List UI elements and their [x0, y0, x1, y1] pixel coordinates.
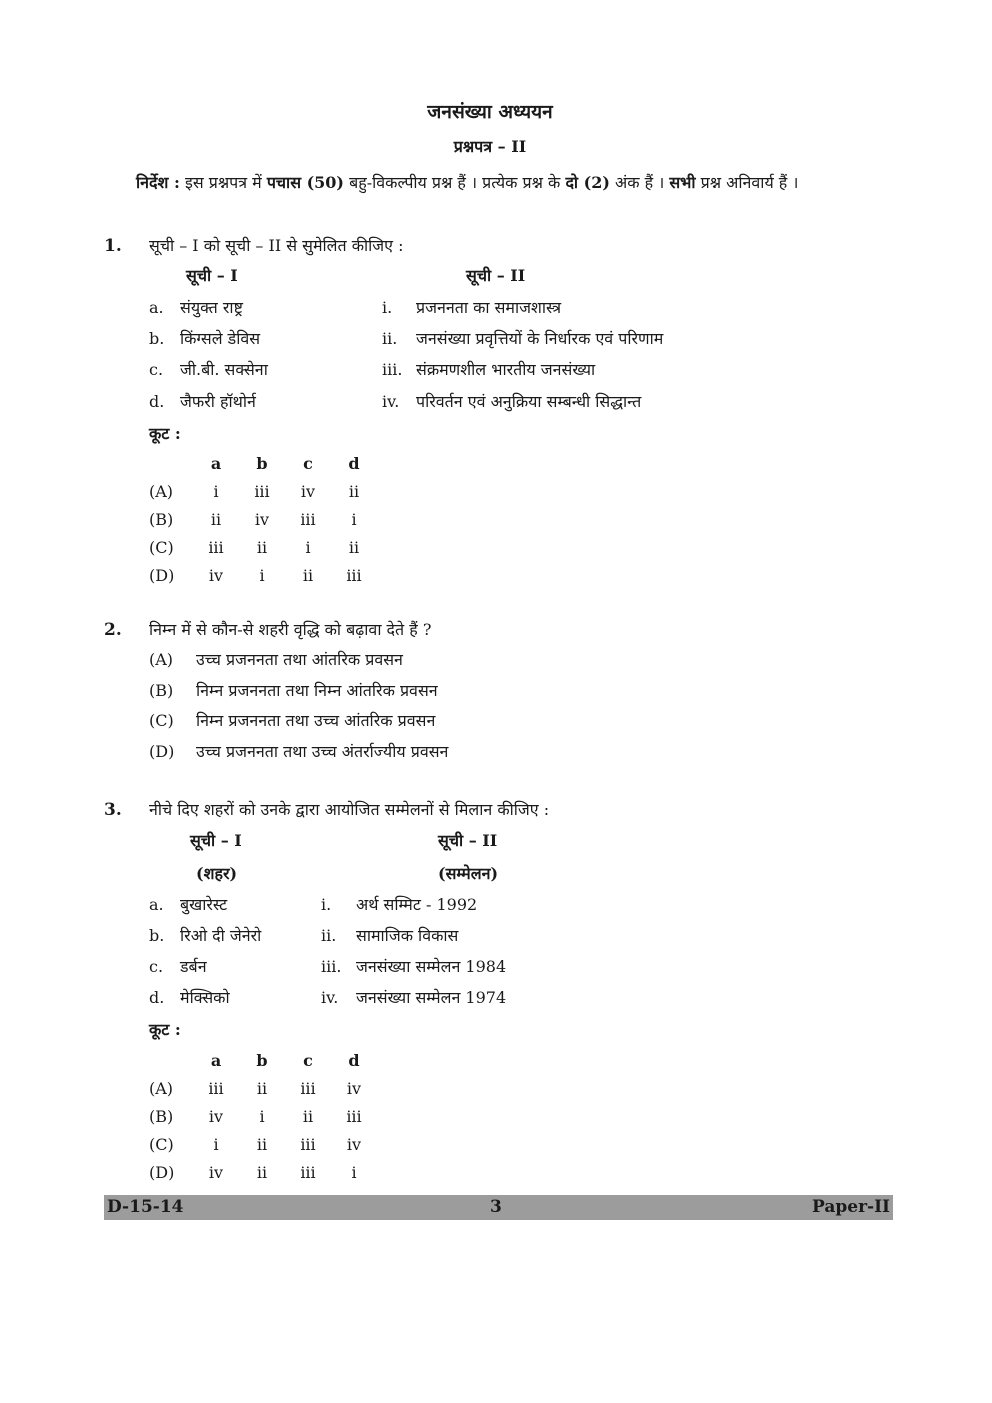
- option-label: (B): [149, 509, 174, 529]
- page-number: 3: [490, 1197, 502, 1217]
- list2-key: ii.: [321, 926, 337, 945]
- paper-subtitle: प्रश्नपत्र – II: [453, 137, 527, 156]
- list1-title: सूची – I: [190, 831, 242, 850]
- code-cell: i: [351, 509, 357, 529]
- code-col-c: c: [303, 1050, 313, 1070]
- code-cell: ii: [256, 1134, 268, 1154]
- code-cell: i: [259, 565, 265, 585]
- code-col-b: b: [256, 1050, 268, 1070]
- question-text: सूची – I को सूची – II से सुमेलित कीजिए :: [149, 236, 404, 255]
- list1-key: d.: [149, 988, 165, 1007]
- instruction-bold-all: सभी: [669, 173, 696, 192]
- code-cell: ii: [302, 565, 314, 585]
- code-cell: ii: [302, 1106, 314, 1126]
- question-number: 1.: [104, 236, 122, 256]
- code-cell: iv: [300, 481, 316, 501]
- code-cell: iv: [208, 1162, 224, 1182]
- answer-code-table: [149, 1046, 377, 1186]
- list2-item: अर्थ सम्मिट - 1992: [356, 895, 478, 914]
- option-label: (A): [149, 1078, 174, 1098]
- list2-item: परिवर्तन एवं अनुक्रिया सम्बन्धी सिद्धान्त: [416, 392, 642, 411]
- option-label: (C): [149, 1134, 174, 1154]
- code-cell: i: [213, 481, 219, 501]
- option-label: (C): [149, 711, 174, 730]
- code-option-row: [149, 477, 377, 505]
- code-cell: iii: [300, 1078, 316, 1098]
- list2-title: सूची – II: [466, 266, 526, 285]
- option-text: निम्न प्रजननता तथा उच्च आंतरिक प्रवसन: [196, 711, 436, 730]
- list2-key: i.: [382, 298, 393, 317]
- code-cell: ii: [256, 1162, 268, 1182]
- list2-key: iv.: [382, 392, 400, 411]
- list1-key: d.: [149, 392, 165, 411]
- option-label: (C): [149, 537, 174, 557]
- list1-subtitle: (शहर): [196, 864, 238, 883]
- option-label: (D): [149, 565, 175, 585]
- code-cell: iv: [208, 565, 224, 585]
- option-label: (D): [149, 1162, 175, 1182]
- list2-key: ii.: [382, 329, 398, 348]
- list2-key: i.: [321, 895, 332, 914]
- exam-code: D-15-14: [107, 1197, 184, 1217]
- option-label: (A): [149, 650, 174, 669]
- code-cell: iii: [300, 1162, 316, 1182]
- code-label: कूट :: [149, 1020, 181, 1039]
- list1-item: जी.बी. सक्सेना: [180, 360, 268, 379]
- code-cell: iii: [208, 537, 224, 557]
- list2-key: iii.: [382, 360, 403, 379]
- option-text: उच्च प्रजननता तथा उच्च अंतर्राज्यीय प्रवसन: [196, 742, 449, 761]
- question-number: 2.: [104, 620, 122, 640]
- instruction-text: बहु-विकल्पीय प्रश्न हैं । प्रत्येक प्रश्न के: [344, 173, 566, 192]
- code-header-row: [149, 449, 377, 477]
- list1-key: c.: [149, 957, 164, 976]
- code-cell: iv: [208, 1106, 224, 1126]
- list1-key: b.: [149, 329, 165, 348]
- code-option-row: [149, 1158, 377, 1186]
- code-option-row: [149, 505, 377, 533]
- option-label: (B): [149, 681, 174, 700]
- option-label: (B): [149, 1106, 174, 1126]
- instructions: [136, 175, 798, 191]
- code-col-c: c: [303, 453, 313, 473]
- option-label: (D): [149, 742, 175, 761]
- option-label: (A): [149, 481, 174, 501]
- answer-code-table: [149, 449, 377, 589]
- code-option-row: [149, 561, 377, 589]
- list2-item: जनसंख्या सम्मेलन 1984: [356, 957, 507, 976]
- list1-item: डर्बन: [180, 957, 207, 976]
- list1-title: सूची – I: [186, 266, 238, 285]
- list2-item: जनसंख्या प्रवृत्तियों के निर्धारक एवं परिणाम: [416, 329, 664, 348]
- list1-key: c.: [149, 360, 164, 379]
- code-col-d: d: [348, 453, 360, 473]
- instruction-bold-marks: दो (2): [565, 173, 610, 192]
- list1-key: b.: [149, 926, 165, 945]
- list2-title: सूची – II: [438, 831, 498, 850]
- question-text: निम्न में से कौन-से शहरी वृद्धि को बढ़ावा देते हैं ?: [149, 620, 432, 639]
- code-header-row: [149, 1046, 377, 1074]
- code-cell: ii: [348, 481, 360, 501]
- code-cell: ii: [256, 537, 268, 557]
- list2-key: iii.: [321, 957, 342, 976]
- page-title: जनसंख्या अध्ययन: [427, 101, 553, 123]
- code-cell: i: [351, 1162, 357, 1182]
- code-cell: i: [213, 1134, 219, 1154]
- instruction-bold-count: पचास (50): [266, 173, 344, 192]
- code-option-row: [149, 1130, 377, 1158]
- code-cell: iii: [300, 509, 316, 529]
- code-label: कूट :: [149, 424, 181, 443]
- code-col-a: a: [210, 453, 222, 473]
- instruction-text: प्रश्न अनिवार्य हैं ।: [695, 173, 799, 192]
- list2-item: जनसंख्या सम्मेलन 1974: [356, 988, 507, 1007]
- list1-key: a.: [149, 895, 164, 914]
- code-cell: iii: [208, 1078, 224, 1098]
- code-cell: iii: [346, 565, 362, 585]
- code-col-b: b: [256, 453, 268, 473]
- code-cell: iv: [346, 1078, 362, 1098]
- code-cell: i: [305, 537, 311, 557]
- question-text: नीचे दिए शहरों को उनके द्वारा आयोजित सम्मेलनों से मिलान कीजिए :: [149, 800, 550, 819]
- code-cell: iii: [300, 1134, 316, 1154]
- list2-key: iv.: [321, 988, 339, 1007]
- list2-item: संक्रमणशील भारतीय जनसंख्या: [416, 360, 596, 379]
- list1-key: a.: [149, 298, 164, 317]
- code-cell: ii: [210, 509, 222, 529]
- code-cell: ii: [348, 537, 360, 557]
- code-cell: ii: [256, 1078, 268, 1098]
- code-cell: iii: [346, 1106, 362, 1126]
- list2-item: सामाजिक विकास: [356, 926, 459, 945]
- list1-item: किंग्सले डेविस: [180, 329, 261, 348]
- list1-item: बुखारेस्ट: [180, 895, 228, 914]
- code-cell: iii: [254, 481, 270, 501]
- code-option-row: [149, 1074, 377, 1102]
- list1-item: संयुक्त राष्ट्र: [180, 298, 243, 317]
- list1-item: रिओ दी जेनेरो: [180, 926, 262, 945]
- list2-subtitle: (सम्मेलन): [438, 864, 499, 883]
- list1-item: मेक्सिको: [180, 988, 230, 1007]
- code-option-row: [149, 1102, 377, 1130]
- instruction-label: निर्देश :: [136, 173, 180, 192]
- code-cell: i: [259, 1106, 265, 1126]
- code-option-row: [149, 533, 377, 561]
- code-cell: iv: [254, 509, 270, 529]
- paper-label: Paper-II: [812, 1197, 890, 1217]
- option-text: उच्च प्रजननता तथा आंतरिक प्रवसन: [196, 650, 403, 669]
- list1-item: जैफरी हॉथोर्न: [180, 392, 256, 411]
- code-cell: iv: [346, 1134, 362, 1154]
- list2-item: प्रजननता का समाजशास्त्र: [416, 298, 562, 317]
- question-number: 3.: [104, 800, 122, 820]
- code-col-a: a: [210, 1050, 222, 1070]
- page-footer: [104, 1195, 893, 1220]
- code-col-d: d: [348, 1050, 360, 1070]
- option-text: निम्न प्रजननता तथा निम्न आंतरिक प्रवसन: [196, 681, 438, 700]
- instruction-text: अंक हैं ।: [609, 173, 670, 192]
- instruction-text: इस प्रश्नपत्र में: [179, 173, 267, 192]
